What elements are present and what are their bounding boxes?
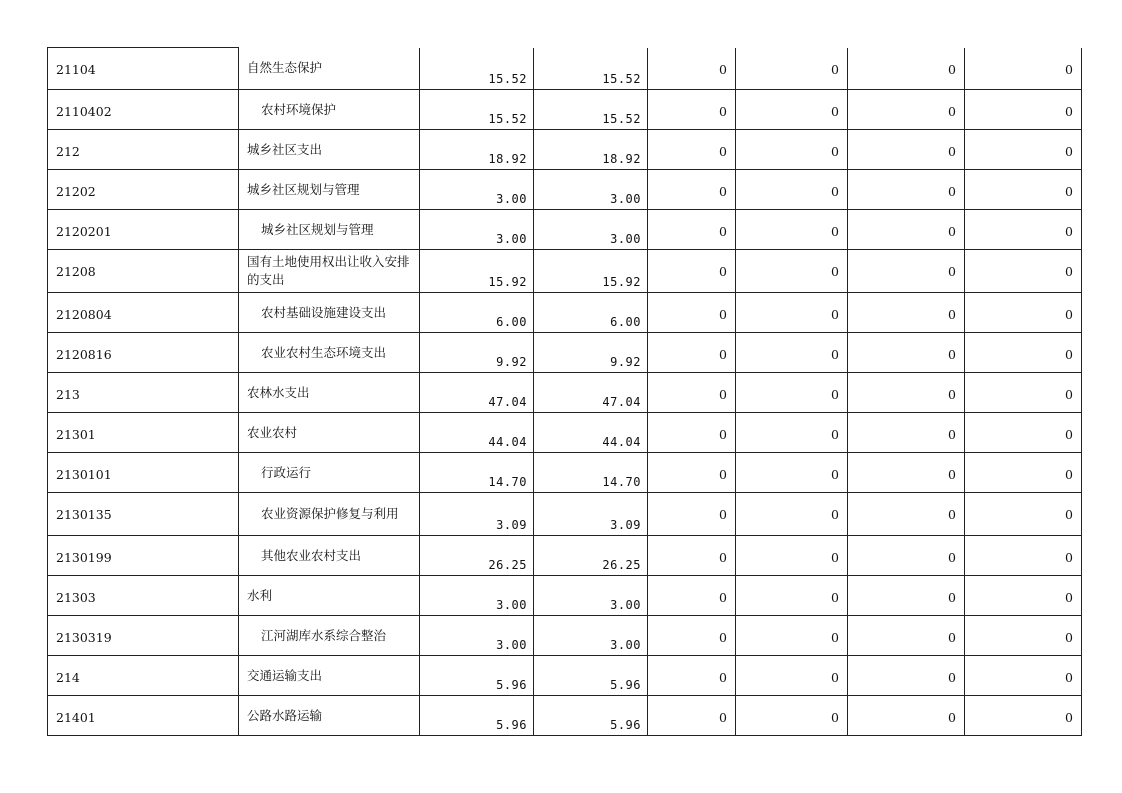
total-amount: 5.96 [496, 718, 527, 732]
total-amount: 3.00 [496, 232, 527, 246]
total-cell [420, 536, 534, 576]
value: 0 [719, 264, 727, 279]
subject-code-cell [48, 293, 239, 333]
total-amount: 6.00 [496, 315, 527, 329]
value: 0 [831, 630, 839, 645]
value: 0 [719, 387, 727, 402]
value-cell [736, 293, 848, 333]
subject-code-cell [48, 616, 239, 656]
subject-code-cell [48, 373, 239, 413]
value: 0 [719, 630, 727, 645]
value: 0 [831, 550, 839, 565]
value: 0 [831, 427, 839, 442]
value-cell [736, 210, 848, 250]
total-amount: 9.92 [496, 355, 527, 369]
table-row [48, 333, 1082, 373]
subject-name-cell [239, 333, 420, 373]
basic-cell [534, 616, 648, 656]
subject-name-cell [239, 373, 420, 413]
subject-name-cell [239, 250, 420, 293]
total-amount: 5.96 [496, 678, 527, 692]
value-cell [848, 576, 965, 616]
value-cell [965, 413, 1082, 453]
basic-cell [534, 293, 648, 333]
value-cell [848, 48, 965, 90]
total-cell [420, 130, 534, 170]
subject-code: 2130319 [56, 630, 112, 645]
value: 0 [948, 347, 956, 362]
basic-amount: 44.04 [602, 435, 641, 449]
subject-name-cell [239, 656, 420, 696]
value-cell [736, 696, 848, 736]
value-cell [965, 656, 1082, 696]
value: 0 [831, 507, 839, 522]
total-amount: 3.00 [496, 598, 527, 612]
value-cell [736, 170, 848, 210]
subject-name: 农村环境保护 [261, 101, 337, 117]
value-cell [848, 170, 965, 210]
value: 0 [831, 307, 839, 322]
value-cell [848, 293, 965, 333]
value: 0 [1065, 387, 1073, 402]
value-cell [965, 210, 1082, 250]
value-cell [736, 250, 848, 293]
value: 0 [1065, 224, 1073, 239]
value-cell [648, 48, 736, 90]
subject-name-cell [239, 493, 420, 536]
basic-cell [534, 536, 648, 576]
subject-code-cell [48, 696, 239, 736]
value: 0 [719, 307, 727, 322]
total-amount: 3.09 [496, 518, 527, 532]
table-row [48, 210, 1082, 250]
subject-name: 农业农村生态环境支出 [261, 344, 387, 360]
subject-code-cell [48, 210, 239, 250]
basic-amount: 9.92 [610, 355, 641, 369]
value-cell [736, 333, 848, 373]
value-cell [965, 293, 1082, 333]
value-cell [965, 373, 1082, 413]
total-cell [420, 576, 534, 616]
total-cell [420, 250, 534, 293]
value: 0 [948, 427, 956, 442]
subject-name: 城乡社区规划与管理 [247, 181, 360, 197]
value-cell [736, 656, 848, 696]
basic-cell [534, 373, 648, 413]
subject-code-cell [48, 493, 239, 536]
basic-cell [534, 90, 648, 130]
subject-code-cell [48, 413, 239, 453]
subject-name: 水利 [247, 587, 273, 603]
subject-code: 2130199 [56, 550, 112, 565]
value: 0 [719, 104, 727, 119]
table-row [48, 453, 1082, 493]
subject-name: 农林水支出 [247, 384, 310, 400]
total-cell [420, 170, 534, 210]
value: 0 [831, 347, 839, 362]
value-cell [736, 373, 848, 413]
basic-amount: 26.25 [602, 558, 641, 572]
value: 0 [948, 307, 956, 322]
value-cell [848, 333, 965, 373]
value-cell [648, 696, 736, 736]
total-cell [420, 210, 534, 250]
value: 0 [831, 387, 839, 402]
basic-amount: 3.00 [610, 638, 641, 652]
value: 0 [948, 104, 956, 119]
value-cell [736, 453, 848, 493]
value-cell [648, 90, 736, 130]
subject-code-cell [48, 48, 239, 90]
value: 0 [1065, 61, 1073, 77]
basic-amount: 5.96 [610, 678, 641, 692]
subject-name: 国有土地使用权出让收入安排的支出 [247, 254, 410, 287]
value: 0 [831, 104, 839, 119]
value: 0 [1065, 550, 1073, 565]
subject-code: 21202 [56, 184, 96, 199]
total-cell [420, 293, 534, 333]
subject-code-cell [48, 656, 239, 696]
value-cell [848, 373, 965, 413]
value-cell [648, 656, 736, 696]
table-row [48, 656, 1082, 696]
basic-cell [534, 210, 648, 250]
subject-name-cell [239, 536, 420, 576]
subject-name: 交通运输支出 [247, 667, 323, 683]
basic-amount: 3.00 [610, 192, 641, 206]
table-row [48, 170, 1082, 210]
total-amount: 15.92 [488, 275, 527, 289]
value-cell [648, 373, 736, 413]
value: 0 [831, 224, 839, 239]
value-cell [736, 576, 848, 616]
value: 0 [1065, 144, 1073, 159]
total-cell [420, 453, 534, 493]
value-cell [965, 536, 1082, 576]
value: 0 [1065, 507, 1073, 522]
value-cell [848, 493, 965, 536]
value-cell [648, 170, 736, 210]
subject-name: 自然生态保护 [247, 60, 323, 75]
table-row [48, 696, 1082, 736]
total-cell [420, 616, 534, 656]
value: 0 [1065, 467, 1073, 482]
subject-code: 2130101 [56, 467, 112, 482]
subject-code: 21208 [56, 264, 96, 279]
basic-cell [534, 656, 648, 696]
value: 0 [719, 507, 727, 522]
value: 0 [1065, 307, 1073, 322]
value-cell [965, 130, 1082, 170]
total-amount: 18.92 [488, 152, 527, 166]
subject-code: 214 [56, 670, 80, 685]
total-amount: 3.00 [496, 638, 527, 652]
subject-code: 21104 [56, 62, 96, 77]
value-cell [736, 48, 848, 90]
subject-code-cell [48, 576, 239, 616]
basic-amount: 3.09 [610, 518, 641, 532]
total-amount: 44.04 [488, 435, 527, 449]
table-row [48, 48, 1082, 90]
subject-code: 21401 [56, 710, 96, 725]
value: 0 [948, 387, 956, 402]
value: 0 [719, 710, 727, 725]
table-row [48, 293, 1082, 333]
value: 0 [831, 467, 839, 482]
table-row [48, 616, 1082, 656]
total-cell [420, 90, 534, 130]
budget-table [47, 47, 1082, 736]
subject-name-cell [239, 90, 420, 130]
value-cell [848, 696, 965, 736]
total-amount: 26.25 [488, 558, 527, 572]
subject-code: 2120816 [56, 347, 112, 362]
value: 0 [948, 507, 956, 522]
value-cell [965, 616, 1082, 656]
value: 0 [948, 144, 956, 159]
total-cell [420, 656, 534, 696]
value: 0 [719, 144, 727, 159]
subject-name-cell [239, 210, 420, 250]
value: 0 [719, 427, 727, 442]
subject-name: 农业资源保护修复与利用 [261, 506, 399, 521]
subject-name-cell [239, 48, 420, 90]
value-cell [736, 616, 848, 656]
basic-cell [534, 250, 648, 293]
value-cell [848, 413, 965, 453]
subject-name: 农村基础设施建设支出 [261, 304, 387, 320]
subject-code: 2130135 [56, 507, 112, 522]
subject-code: 21301 [56, 427, 96, 442]
value-cell [848, 130, 965, 170]
basic-amount: 18.92 [602, 152, 641, 166]
value: 0 [719, 670, 727, 685]
total-amount: 15.52 [488, 112, 527, 126]
value-cell [736, 536, 848, 576]
value: 0 [948, 224, 956, 239]
value-cell [965, 90, 1082, 130]
subject-code: 2110402 [56, 104, 112, 119]
value: 0 [719, 467, 727, 482]
basic-amount: 15.92 [602, 275, 641, 289]
subject-code-cell [48, 130, 239, 170]
total-amount: 15.52 [488, 72, 527, 86]
value: 0 [719, 184, 727, 199]
basic-amount: 47.04 [602, 395, 641, 409]
subject-name-cell [239, 130, 420, 170]
value-cell [965, 493, 1082, 536]
value-cell [965, 170, 1082, 210]
table-row [48, 493, 1082, 536]
table-row [48, 576, 1082, 616]
value-cell [965, 48, 1082, 90]
value-cell [965, 333, 1082, 373]
table-row [48, 250, 1082, 293]
subject-code: 2120201 [56, 224, 112, 239]
value: 0 [719, 61, 727, 77]
subject-name-cell [239, 616, 420, 656]
basic-amount: 15.52 [602, 72, 641, 86]
table-row [48, 90, 1082, 130]
value: 0 [831, 264, 839, 279]
value: 0 [948, 467, 956, 482]
value: 0 [831, 184, 839, 199]
subject-name-cell [239, 293, 420, 333]
value: 0 [831, 710, 839, 725]
total-amount: 47.04 [488, 395, 527, 409]
table-row [48, 536, 1082, 576]
value: 0 [1065, 347, 1073, 362]
basic-cell [534, 696, 648, 736]
subject-name: 城乡社区支出 [247, 141, 323, 157]
value: 0 [719, 550, 727, 565]
value-cell [965, 576, 1082, 616]
value-cell [848, 453, 965, 493]
total-cell [420, 413, 534, 453]
basic-cell [534, 48, 648, 90]
subject-name-cell [239, 413, 420, 453]
value: 0 [948, 61, 956, 77]
total-cell [420, 48, 534, 90]
value: 0 [948, 264, 956, 279]
table-row [48, 373, 1082, 413]
subject-name-cell [239, 696, 420, 736]
basic-amount: 3.00 [610, 232, 641, 246]
value-cell [648, 453, 736, 493]
table-row [48, 413, 1082, 453]
value-cell [736, 413, 848, 453]
value-cell [965, 453, 1082, 493]
subject-name: 城乡社区规划与管理 [261, 221, 374, 237]
basic-cell [534, 130, 648, 170]
value-cell [648, 576, 736, 616]
total-amount: 3.00 [496, 192, 527, 206]
subject-code-cell [48, 453, 239, 493]
subject-code: 212 [56, 144, 80, 159]
subject-name: 农业农村 [247, 424, 298, 440]
basic-cell [534, 576, 648, 616]
subject-name-cell [239, 453, 420, 493]
total-cell [420, 696, 534, 736]
value-cell [648, 536, 736, 576]
value: 0 [719, 347, 727, 362]
total-cell [420, 493, 534, 536]
subject-name: 其他农业农村支出 [261, 547, 362, 563]
value: 0 [948, 710, 956, 725]
basic-amount: 3.00 [610, 598, 641, 612]
value: 0 [1065, 590, 1073, 605]
value-cell [736, 493, 848, 536]
value: 0 [831, 144, 839, 159]
subject-name: 公路水路运输 [247, 707, 323, 723]
subject-name-cell [239, 170, 420, 210]
value: 0 [948, 550, 956, 565]
subject-code: 21303 [56, 590, 96, 605]
basic-cell [534, 170, 648, 210]
value: 0 [719, 590, 727, 605]
subject-code-cell [48, 536, 239, 576]
value-cell [965, 696, 1082, 736]
value-cell [648, 493, 736, 536]
total-cell [420, 373, 534, 413]
value-cell [648, 210, 736, 250]
value-cell [736, 130, 848, 170]
subject-code-cell [48, 333, 239, 373]
subject-name: 江河湖库水系综合整治 [261, 627, 387, 643]
value-cell [848, 656, 965, 696]
value-cell [648, 250, 736, 293]
total-cell [420, 333, 534, 373]
value: 0 [948, 184, 956, 199]
value-cell [736, 90, 848, 130]
value-cell [648, 293, 736, 333]
value: 0 [719, 224, 727, 239]
value-cell [848, 90, 965, 130]
value: 0 [1065, 670, 1073, 685]
subject-name: 行政运行 [261, 464, 312, 480]
value: 0 [1065, 104, 1073, 119]
value-cell [965, 250, 1082, 293]
total-amount: 14.70 [488, 475, 527, 489]
basic-amount: 6.00 [610, 315, 641, 329]
value: 0 [831, 61, 839, 77]
value-cell [648, 616, 736, 656]
basic-cell [534, 453, 648, 493]
value: 0 [1065, 630, 1073, 645]
value: 0 [948, 630, 956, 645]
value-cell [848, 616, 965, 656]
basic-cell [534, 333, 648, 373]
subject-code-cell [48, 170, 239, 210]
value: 0 [831, 590, 839, 605]
subject-code: 2120804 [56, 307, 112, 322]
basic-amount: 14.70 [602, 475, 641, 489]
value-cell [648, 413, 736, 453]
value-cell [848, 250, 965, 293]
basic-cell [534, 413, 648, 453]
value-cell [648, 130, 736, 170]
value: 0 [948, 590, 956, 605]
value-cell [848, 536, 965, 576]
value: 0 [1065, 427, 1073, 442]
value-cell [848, 210, 965, 250]
value: 0 [1065, 264, 1073, 279]
value: 0 [831, 670, 839, 685]
subject-code: 213 [56, 387, 80, 402]
subject-code-cell [48, 90, 239, 130]
value-cell [648, 333, 736, 373]
value: 0 [1065, 184, 1073, 199]
value: 0 [1065, 710, 1073, 725]
subject-code-cell [48, 250, 239, 293]
basic-amount: 15.52 [602, 112, 641, 126]
value: 0 [948, 670, 956, 685]
basic-cell [534, 493, 648, 536]
table-row [48, 130, 1082, 170]
subject-name-cell [239, 576, 420, 616]
basic-amount: 5.96 [610, 718, 641, 732]
